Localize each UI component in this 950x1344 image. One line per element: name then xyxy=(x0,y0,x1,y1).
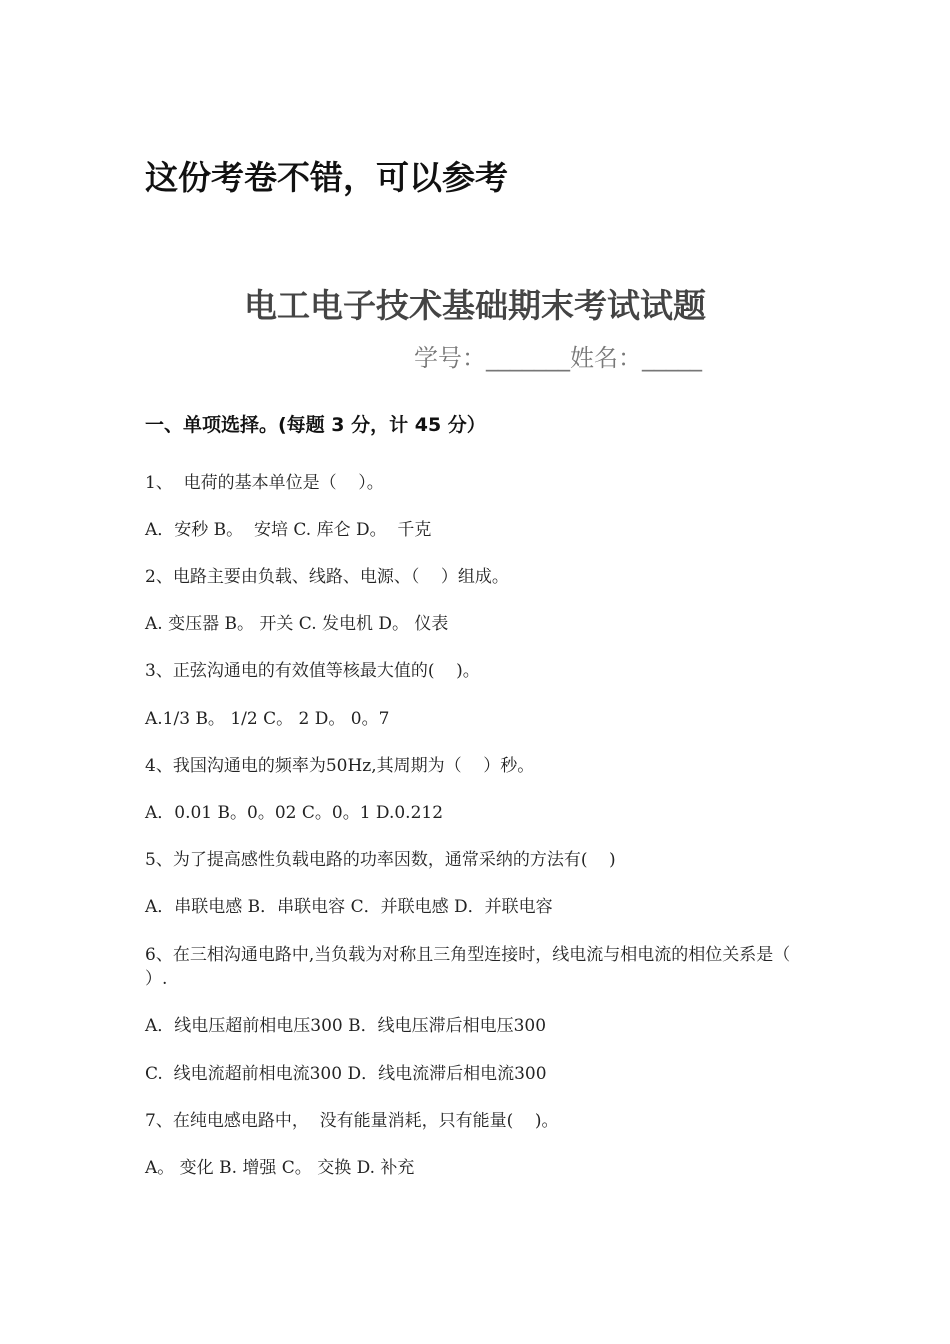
question-2: 2、电路主要由负载、线路、电源、（ ）组成。 xyxy=(145,567,509,587)
question-2-options: A. 变压器 B。 开关 C. 发电机 D。 仪表 xyxy=(145,614,449,634)
student-id-name-line: 学号：_______姓名：_____ xyxy=(414,344,702,372)
question-5-options: A．串联电感 B．串联电容 C．并联电感 D．并联电容 xyxy=(145,897,553,917)
question-6-options-cd: C. 线电流超前相电流300 D．线电流滞后相电流300 xyxy=(145,1064,547,1084)
section-heading: 一、单项选择。(每题 3 分，计 45 分） xyxy=(145,414,486,436)
question-4: 4、我国沟通电的频率为50Hz,其周期为（ ）秒。 xyxy=(145,756,535,776)
question-4-options: A．0.01 B。0。02 C。0。1 D.0.212 xyxy=(145,803,444,823)
question-3: 3、正弦沟通电的有效值等核最大值的( )。 xyxy=(145,661,480,681)
exam-title: 电工电子技术基础期末考试试题 xyxy=(244,286,706,325)
question-7-options: A。 变化 B. 增强 C。 交换 D. 补充 xyxy=(145,1158,415,1178)
question-1-options: A．安秒 B。 安培 C. 库仑 D。 千克 xyxy=(145,520,432,540)
question-3-options: A.1/3 B。 1/2 C。 2 D。 0。7 xyxy=(145,709,390,729)
question-6-options-ab: A．线电压超前相电压300 B．线电压滞后相电压300 xyxy=(145,1016,547,1036)
banner-text: 这份考卷不错，可以参考 xyxy=(145,158,508,197)
question-1: 1、 电荷的基本单位是（ ）。 xyxy=(145,473,384,493)
question-6: 6、在三相沟通电路中,当负载为对称且三角型连接时，线电流与相电流的相位关系是（ ）. xyxy=(145,945,791,989)
question-7: 7、在纯电感电路中， 没有能量消耗，只有能量( )。 xyxy=(145,1111,559,1131)
question-5: 5、为了提高感性负载电路的功率因数，通常采纳的方法有( ) xyxy=(145,850,616,870)
